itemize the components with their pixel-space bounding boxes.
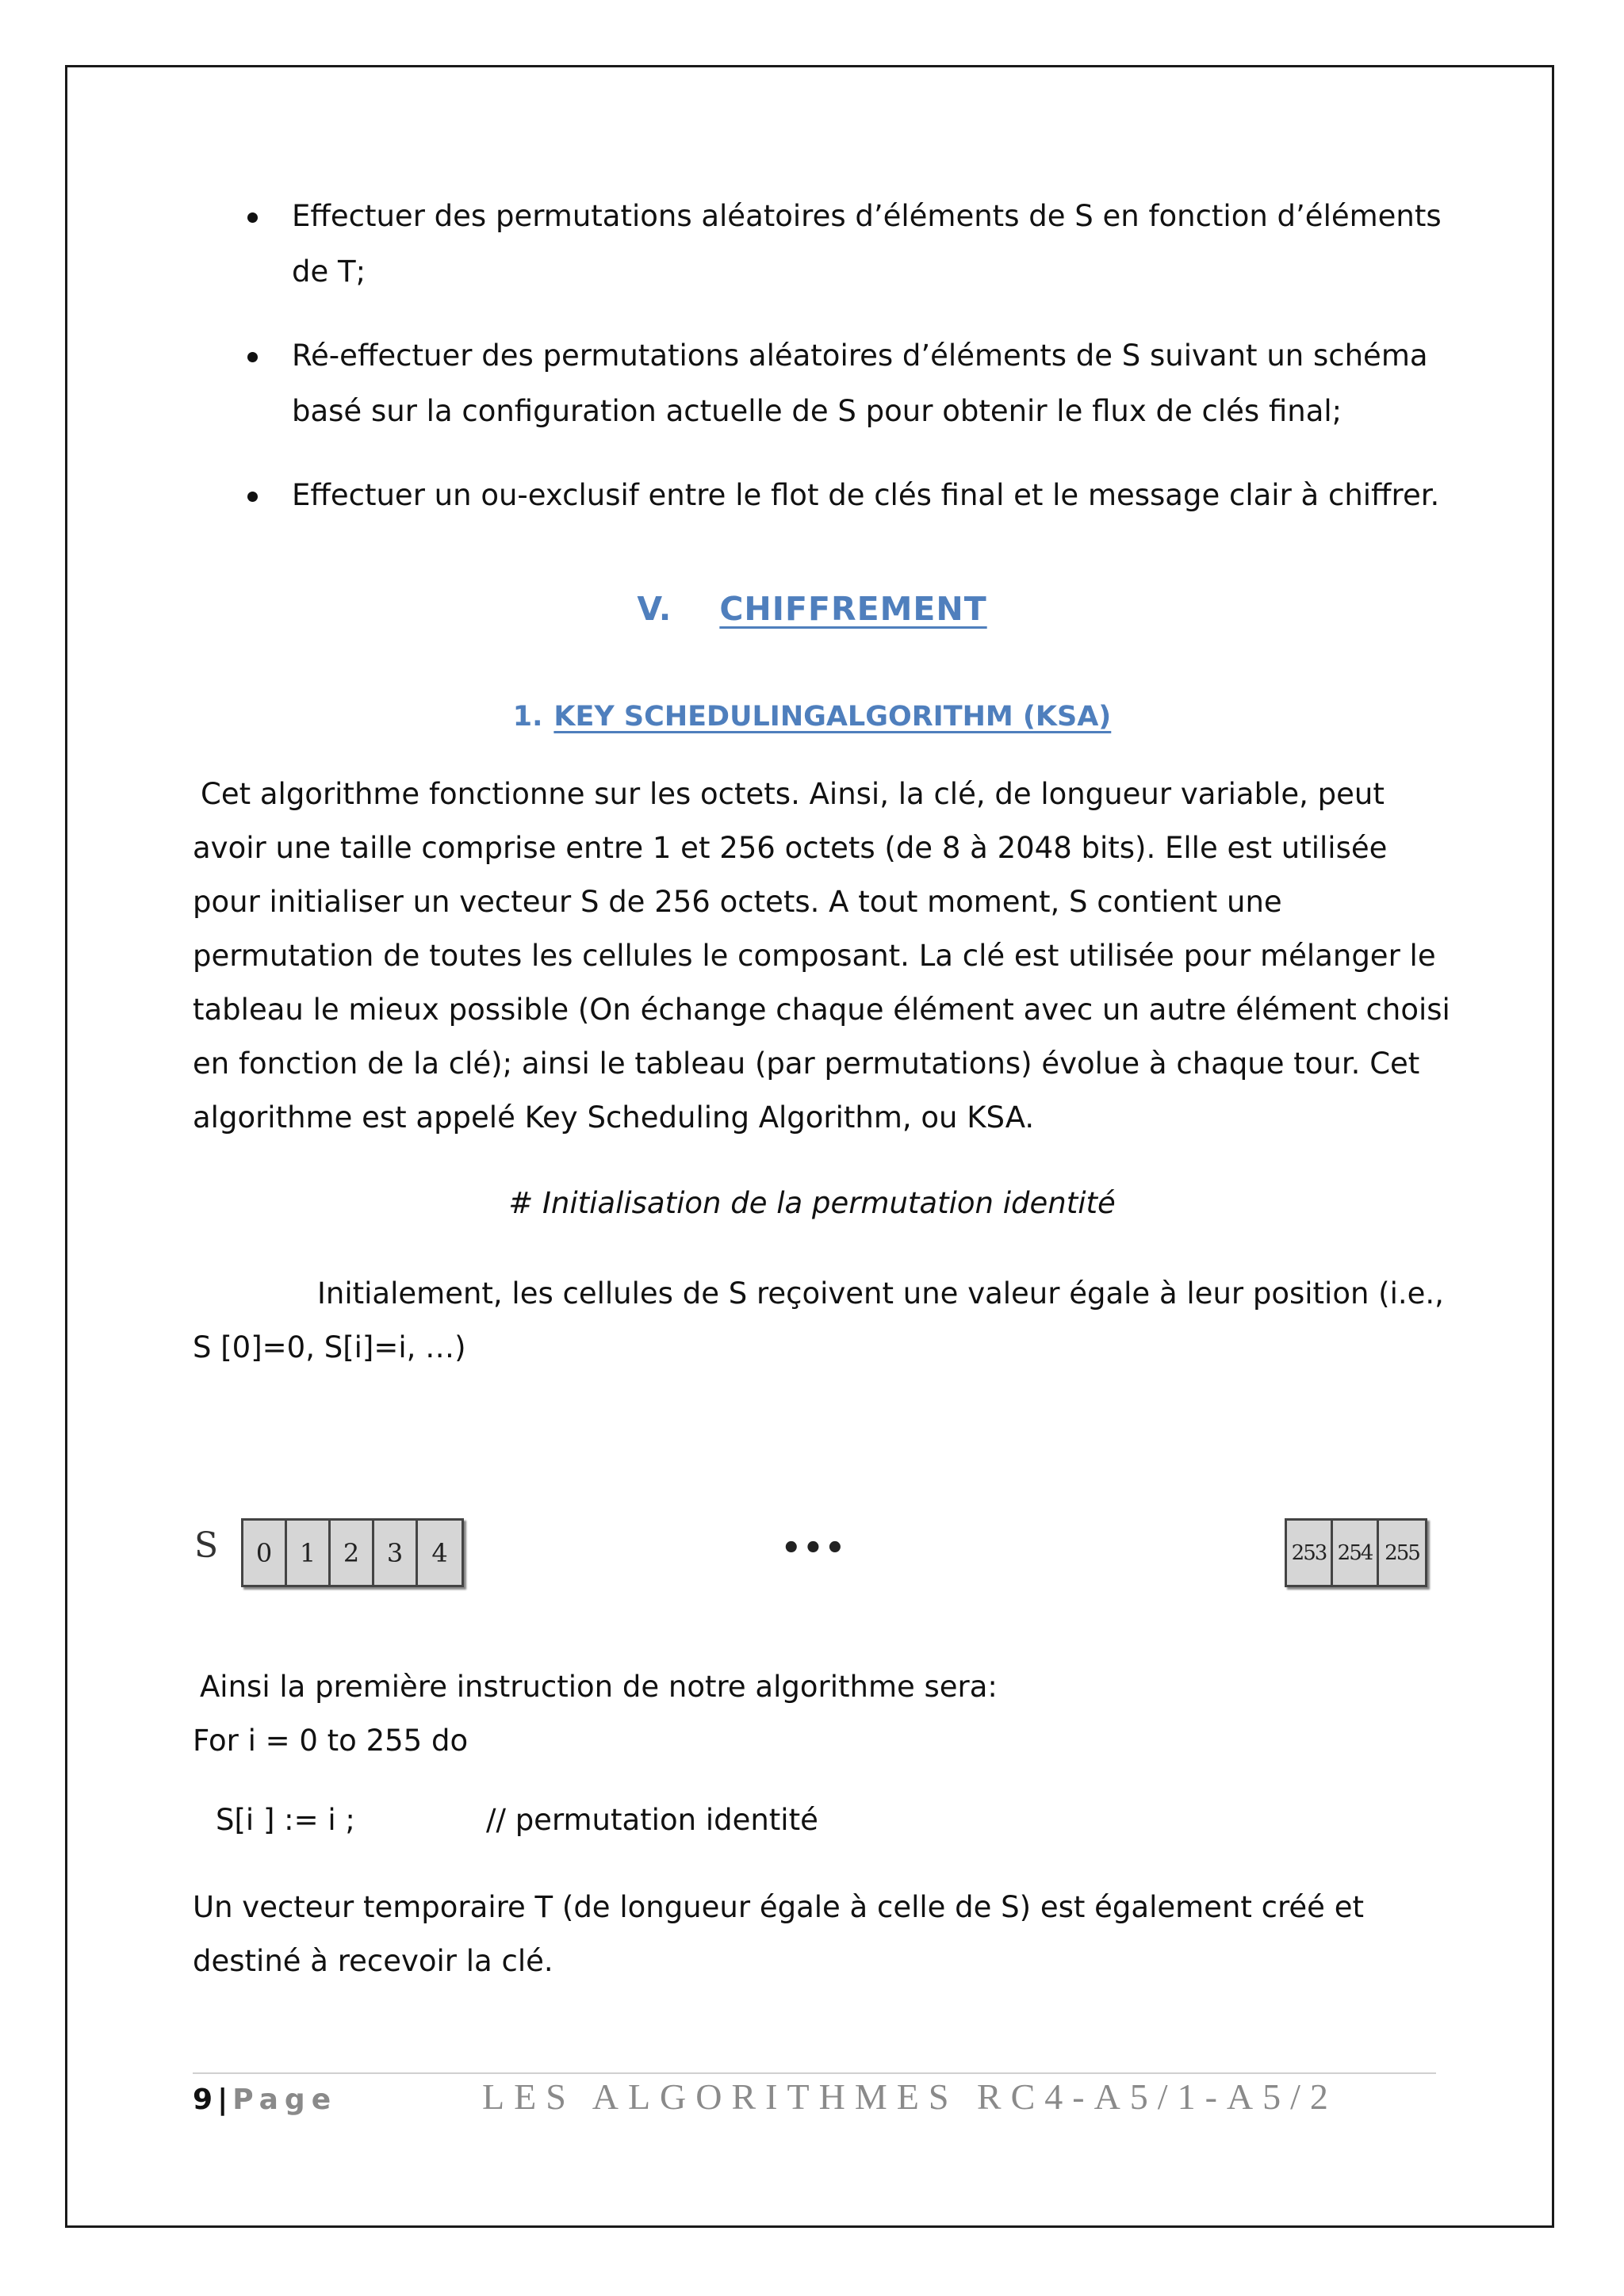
vector-cell: 255 <box>1379 1521 1425 1585</box>
temp-vector-paragraph: Un vecteur temporaire T (de longueur égale à celle de S) est également créé et destiné à recevoir la clé. <box>193 1890 1364 1978</box>
code-for-line: For i = 0 to 255 do <box>193 1724 469 1758</box>
page-word: Page <box>232 2084 338 2116</box>
footer-separator: | <box>217 2084 228 2116</box>
vector-cells-start <box>241 1518 464 1587</box>
vector-label: S <box>194 1525 219 1566</box>
vector-cell: 3 <box>374 1521 418 1585</box>
vector-cells-end <box>1285 1518 1427 1587</box>
section-number: V. <box>637 590 672 628</box>
page-number: 9 <box>193 2084 213 2116</box>
vector-cell: 254 <box>1333 1521 1379 1585</box>
code-statement: S[i ] := i ; <box>216 1803 355 1837</box>
vector-ellipsis: ••• <box>781 1530 847 1567</box>
subsection-title: KEY SCHEDULINGALGORITHM (KSA) <box>553 701 1112 733</box>
vector-cell: 1 <box>287 1521 331 1585</box>
bullet-item: Effectuer un ou-exclusif entre le flot de clés final et le message clair à chiffrer. <box>238 468 1475 523</box>
figure-caption: # Initialisation de la permutation identité <box>508 1186 1116 1220</box>
vector-cell: 4 <box>418 1521 462 1585</box>
footer-document-title: LES ALGORITHMES RC4-A5/1-A5/2 <box>482 2076 1338 2117</box>
subsection-number: 1. <box>512 701 543 733</box>
bullet-item: Effectuer des permutations aléatoires d’éléments de S en fonction d’éléments de T; <box>238 189 1475 300</box>
init-paragraph: Initialement, les cellules de S reçoivent une valeur égale à leur position (i.e., S [0]=0, S[i]=i, …) <box>193 1276 1444 1364</box>
code-intro: Ainsi la première instruction de notre algorithme sera: <box>200 1670 998 1704</box>
subsection-heading <box>0 701 1624 733</box>
vector-cell: 0 <box>243 1521 287 1585</box>
ksa-paragraph: Cet algorithme fonctionne sur les octets. Ainsi, la clé, de longueur variable, peut avoir une taille comprise entre 1 et 256 octets (de 8 à 2048 bits). Elle est utilisée pour initialiser un vecteur S de 256 octets. A tout moment, S contient une permutation de toutes les cellules le composant. La clé est utilisée pour mélanger le tableau le mieux possible (On échange chaque élément avec un autre élément choisi en fonction de la clé); ainsi le tableau (par permutations) évolue à chaque tour. Cet algorithme est appelé Key Scheduling Algorithm, ou KSA. <box>193 777 1450 1135</box>
section-title: CHIFFREMENT <box>719 590 987 628</box>
section-heading <box>0 590 1624 628</box>
footer-divider <box>193 2072 1436 2074</box>
vector-cell: 253 <box>1287 1521 1333 1585</box>
code-comment: // permutation identité <box>486 1803 818 1837</box>
vector-cell: 2 <box>331 1521 374 1585</box>
bullet-item: Ré-effectuer des permutations aléatoires d’éléments de S suivant un schéma basé sur la configuration actuelle de S pour obtenir le flux de clés final; <box>238 328 1475 439</box>
bullet-list <box>238 189 1475 552</box>
footer-page-number <box>193 2084 337 2116</box>
